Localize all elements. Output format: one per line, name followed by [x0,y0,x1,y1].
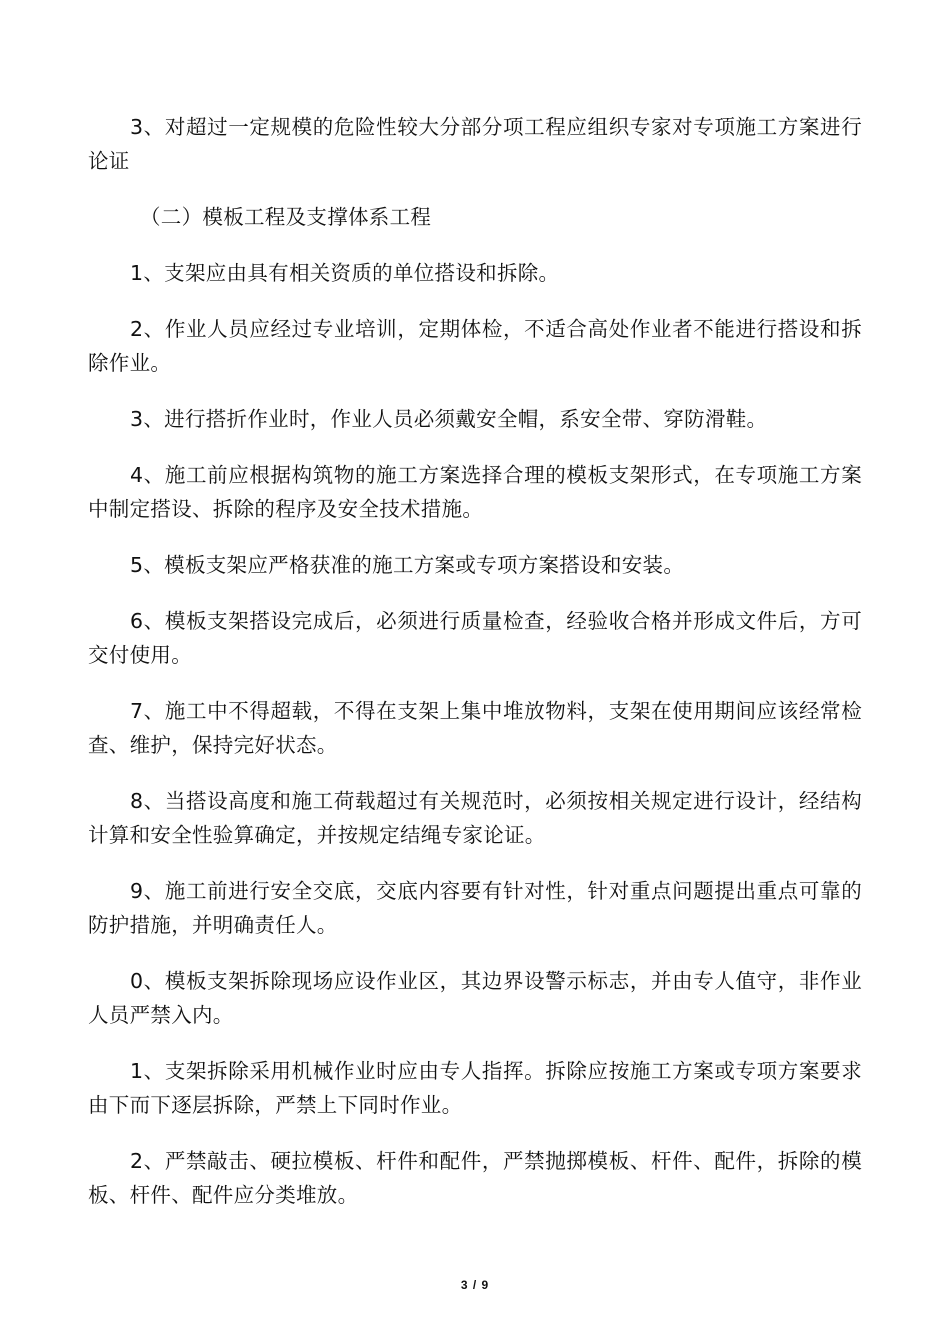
paragraph-item-4: 4、施工前应根据构筑物的施工方案选择合理的模板支架形式，在专项施工方案中制定搭设、拆除的程序及安全技术措施。 [88,463,862,521]
paragraph-item-6: 6、模板支架搭设完成后，必须进行质量检查，经验收合格并形成文件后，方可交付使用。 [88,609,862,667]
section-heading: （二）模板工程及支撑体系工程 [140,205,432,229]
paragraph-item-1: 1、支架应由具有相关资质的单位搭设和拆除。 [130,261,560,285]
paragraph-item-10: 0、模板支架拆除现场应设作业区，其边界设警示标志，并由专人值守，非作业人员严禁入内。 [88,969,862,1027]
paragraph-item-3b: 3、进行搭折作业时，作业人员必须戴安全帽，系安全带、穿防滑鞋。 [130,407,768,431]
paragraph-item-2: 2、作业人员应经过专业培训，定期体检，不适合高处作业者不能进行搭设和拆除作业。 [88,317,862,375]
paragraph-item-5: 5、模板支架应严格获准的施工方案或专项方案搭设和安装。 [130,553,685,577]
paragraph-item-8: 8、当搭设高度和施工荷载超过有关规范时，必须按相关规定进行设计，经结构计算和安全性验算确定，并按规定结绳专家论证。 [88,789,862,847]
page-body [88,110,862,1234]
paragraph-item-3: 3、对超过一定规模的危险性较大分部分项工程应组织专家对专项施工方案进行论证 [88,115,862,173]
paragraph-item-11: 1、支架拆除采用机械作业时应由专人指挥。拆除应按施工方案或专项方案要求由下而下逐层拆除，严禁上下同时作业。 [88,1059,862,1117]
paragraph-item-12: 2、严禁敲击、硬拉模板、杆件和配件，严禁抛掷模板、杆件、配件，拆除的模板、杆件、配件应分类堆放。 [88,1149,862,1207]
paragraph-item-9: 9、施工前进行安全交底，交底内容要有针对性，针对重点问题提出重点可靠的防护措施，并明确责任人。 [88,879,862,937]
paragraph-item-7: 7、施工中不得超载，不得在支架上集中堆放物料，支架在使用期间应该经常检查、维护，保持完好状态。 [88,699,862,757]
page-number: 3 / 9 [460,1278,490,1292]
